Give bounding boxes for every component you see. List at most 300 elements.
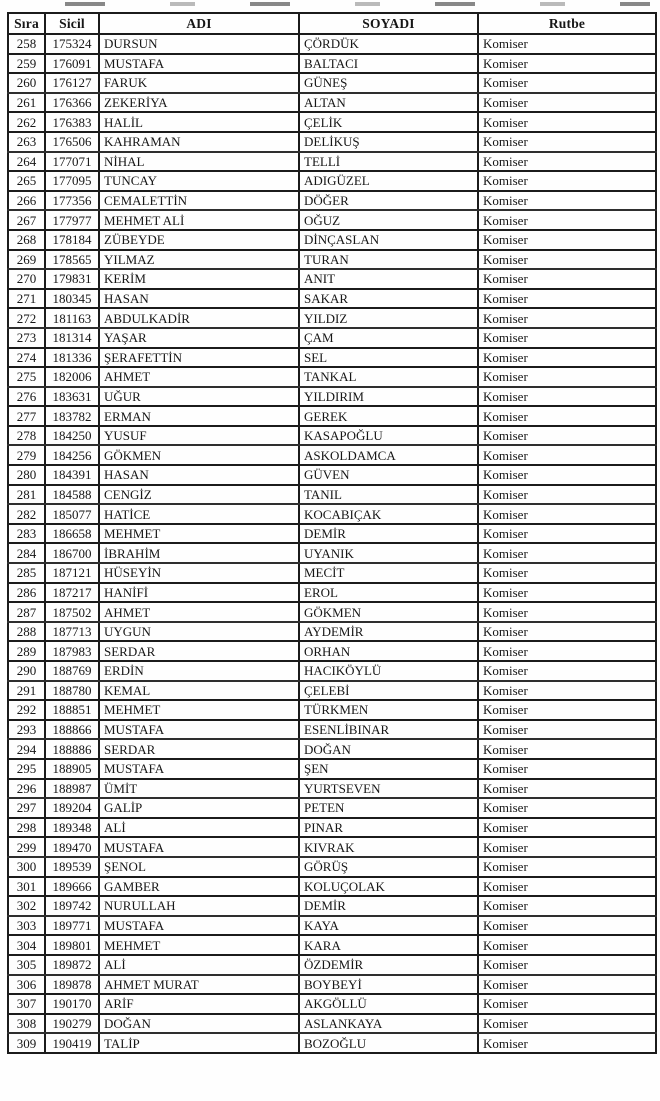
- cell-rutbe: Komiser: [478, 798, 656, 818]
- table-row: [8, 779, 656, 799]
- cell-soyadi: GEREK: [299, 406, 478, 426]
- cell-rutbe: Komiser: [478, 739, 656, 759]
- cell-sira: 295: [8, 759, 45, 779]
- cell-adi: YILMAZ: [99, 250, 299, 270]
- cell-rutbe: Komiser: [478, 367, 656, 387]
- table-row: [8, 583, 656, 603]
- cell-soyadi: SEL: [299, 348, 478, 368]
- table-row: [8, 387, 656, 407]
- column-header-sicil: Sicil: [45, 13, 99, 34]
- cell-adi: ÜMİT: [99, 779, 299, 799]
- cell-soyadi: TURAN: [299, 250, 478, 270]
- cell-rutbe: Komiser: [478, 1014, 656, 1034]
- table-row: [8, 700, 656, 720]
- cell-soyadi: ÇELİK: [299, 112, 478, 132]
- cell-soyadi: ALTAN: [299, 93, 478, 113]
- cell-soyadi: ADIGÜZEL: [299, 171, 478, 191]
- cell-sicil: 189666: [45, 877, 99, 897]
- table-row: [8, 152, 656, 172]
- cell-sicil: 188851: [45, 700, 99, 720]
- cell-sicil: 184588: [45, 485, 99, 505]
- cell-adi: AHMET: [99, 602, 299, 622]
- cell-sira: 269: [8, 250, 45, 270]
- cell-sira: 303: [8, 916, 45, 936]
- cell-adi: HASAN: [99, 465, 299, 485]
- cell-adi: UĞUR: [99, 387, 299, 407]
- cell-sicil: 177356: [45, 191, 99, 211]
- cell-sicil: 187121: [45, 563, 99, 583]
- table-row: [8, 543, 656, 563]
- cell-adi: YUSUF: [99, 426, 299, 446]
- cell-adi: ZÜBEYDE: [99, 230, 299, 250]
- cell-sira: 259: [8, 54, 45, 74]
- cell-sira: 280: [8, 465, 45, 485]
- table-row: [8, 191, 656, 211]
- cell-sicil: 186700: [45, 543, 99, 563]
- cell-sira: 279: [8, 445, 45, 465]
- cell-rutbe: Komiser: [478, 857, 656, 877]
- cell-rutbe: Komiser: [478, 641, 656, 661]
- cell-sira: 275: [8, 367, 45, 387]
- cell-sira: 294: [8, 739, 45, 759]
- cell-sicil: 178565: [45, 250, 99, 270]
- cell-rutbe: Komiser: [478, 896, 656, 916]
- cell-soyadi: ASLANKAYA: [299, 1014, 478, 1034]
- cell-sicil: 176383: [45, 112, 99, 132]
- cell-soyadi: TELLİ: [299, 152, 478, 172]
- cell-soyadi: GÜVEN: [299, 465, 478, 485]
- cell-sicil: 181336: [45, 348, 99, 368]
- cell-rutbe: Komiser: [478, 191, 656, 211]
- column-header-soyadi: SOYADI: [299, 13, 478, 34]
- cell-rutbe: Komiser: [478, 93, 656, 113]
- cell-adi: TALİP: [99, 1033, 299, 1053]
- cell-soyadi: DEMİR: [299, 524, 478, 544]
- cell-adi: GAMBER: [99, 877, 299, 897]
- cell-sicil: 180345: [45, 289, 99, 309]
- cell-rutbe: Komiser: [478, 54, 656, 74]
- cell-sira: 285: [8, 563, 45, 583]
- cell-rutbe: Komiser: [478, 955, 656, 975]
- cell-sicil: 189872: [45, 955, 99, 975]
- cell-adi: UYGUN: [99, 622, 299, 642]
- cell-adi: FARUK: [99, 73, 299, 93]
- cell-sira: 304: [8, 935, 45, 955]
- cell-sicil: 183782: [45, 406, 99, 426]
- cell-soyadi: KOLUÇOLAK: [299, 877, 478, 897]
- cell-sicil: 181163: [45, 308, 99, 328]
- cell-adi: ERDİN: [99, 661, 299, 681]
- table-row: [8, 328, 656, 348]
- cell-sicil: 184250: [45, 426, 99, 446]
- table-row: [8, 818, 656, 838]
- cell-rutbe: Komiser: [478, 250, 656, 270]
- cell-adi: ARİF: [99, 994, 299, 1014]
- cell-sicil: 188769: [45, 661, 99, 681]
- cell-soyadi: TÜRKMEN: [299, 700, 478, 720]
- cell-sira: 297: [8, 798, 45, 818]
- cell-soyadi: SAKAR: [299, 289, 478, 309]
- cell-adi: GALİP: [99, 798, 299, 818]
- cell-sira: 282: [8, 504, 45, 524]
- table-row: [8, 406, 656, 426]
- cell-soyadi: ÇÖRDÜK: [299, 34, 478, 54]
- cell-sicil: 183631: [45, 387, 99, 407]
- cell-adi: CENGİZ: [99, 485, 299, 505]
- table-row: [8, 896, 656, 916]
- cell-sira: 298: [8, 818, 45, 838]
- cell-adi: ALİ: [99, 955, 299, 975]
- cell-sira: 258: [8, 34, 45, 54]
- cell-rutbe: Komiser: [478, 681, 656, 701]
- cell-soyadi: GÖRÜŞ: [299, 857, 478, 877]
- cell-soyadi: ÖZDEMİR: [299, 955, 478, 975]
- cell-adi: DOĞAN: [99, 1014, 299, 1034]
- table-row: [8, 661, 656, 681]
- cell-sicil: 189539: [45, 857, 99, 877]
- cell-soyadi: YILDIZ: [299, 308, 478, 328]
- cell-sicil: 185077: [45, 504, 99, 524]
- cell-soyadi: GÜNEŞ: [299, 73, 478, 93]
- cell-sicil: 188987: [45, 779, 99, 799]
- cell-adi: NİHAL: [99, 152, 299, 172]
- cell-soyadi: KASAPOĞLU: [299, 426, 478, 446]
- cell-sira: 302: [8, 896, 45, 916]
- cell-rutbe: Komiser: [478, 837, 656, 857]
- cell-adi: SERDAR: [99, 641, 299, 661]
- cell-sicil: 189878: [45, 975, 99, 995]
- cell-sira: 296: [8, 779, 45, 799]
- cell-adi: GÖKMEN: [99, 445, 299, 465]
- cell-sira: 306: [8, 975, 45, 995]
- table-row: [8, 504, 656, 524]
- cell-sicil: 190279: [45, 1014, 99, 1034]
- cell-sicil: 177095: [45, 171, 99, 191]
- cell-sira: 307: [8, 994, 45, 1014]
- cell-sira: 308: [8, 1014, 45, 1034]
- cell-soyadi: YURTSEVEN: [299, 779, 478, 799]
- cell-sicil: 187217: [45, 583, 99, 603]
- cell-sira: 284: [8, 543, 45, 563]
- cell-sira: 289: [8, 641, 45, 661]
- cell-adi: YAŞAR: [99, 328, 299, 348]
- cell-sira: 309: [8, 1033, 45, 1053]
- table-row: [8, 210, 656, 230]
- table-row: [8, 465, 656, 485]
- cell-soyadi: YILDIRIM: [299, 387, 478, 407]
- cell-adi: HANİFİ: [99, 583, 299, 603]
- table-row: [8, 230, 656, 250]
- cell-adi: AHMET MURAT: [99, 975, 299, 995]
- cell-rutbe: Komiser: [478, 426, 656, 446]
- cell-soyadi: KAYA: [299, 916, 478, 936]
- cell-adi: ŞERAFETTİN: [99, 348, 299, 368]
- cell-sicil: 189771: [45, 916, 99, 936]
- cell-sicil: 176091: [45, 54, 99, 74]
- column-header-rutbe: Rutbe: [478, 13, 656, 34]
- cell-rutbe: Komiser: [478, 563, 656, 583]
- cell-soyadi: ÇELEBİ: [299, 681, 478, 701]
- cell-sira: 263: [8, 132, 45, 152]
- cell-adi: MUSTAFA: [99, 720, 299, 740]
- cell-adi: ŞENOL: [99, 857, 299, 877]
- cell-adi: MEHMET: [99, 935, 299, 955]
- cell-soyadi: OĞUZ: [299, 210, 478, 230]
- personnel-roster-table: [7, 12, 657, 1054]
- cell-adi: AHMET: [99, 367, 299, 387]
- table-row: [8, 367, 656, 387]
- table-row: [8, 877, 656, 897]
- cell-sicil: 187713: [45, 622, 99, 642]
- cell-rutbe: Komiser: [478, 230, 656, 250]
- cell-soyadi: AYDEMİR: [299, 622, 478, 642]
- scan-artifact: [10, 2, 650, 6]
- cell-sicil: 186658: [45, 524, 99, 544]
- cell-rutbe: Komiser: [478, 602, 656, 622]
- cell-adi: HÜSEYİN: [99, 563, 299, 583]
- cell-adi: HALİL: [99, 112, 299, 132]
- cell-soyadi: DÖĞER: [299, 191, 478, 211]
- cell-adi: CEMALETTİN: [99, 191, 299, 211]
- cell-rutbe: Komiser: [478, 387, 656, 407]
- cell-sicil: 184391: [45, 465, 99, 485]
- cell-soyadi: AKGÖLLÜ: [299, 994, 478, 1014]
- cell-rutbe: Komiser: [478, 975, 656, 995]
- cell-soyadi: KARA: [299, 935, 478, 955]
- cell-rutbe: Komiser: [478, 994, 656, 1014]
- cell-sira: 267: [8, 210, 45, 230]
- cell-sira: 277: [8, 406, 45, 426]
- cell-sira: 287: [8, 602, 45, 622]
- cell-rutbe: Komiser: [478, 543, 656, 563]
- cell-sicil: 184256: [45, 445, 99, 465]
- table-row: [8, 250, 656, 270]
- cell-sira: 261: [8, 93, 45, 113]
- cell-adi: KEMAL: [99, 681, 299, 701]
- cell-adi: İBRAHİM: [99, 543, 299, 563]
- table-row: [8, 73, 656, 93]
- cell-sira: 291: [8, 681, 45, 701]
- cell-sicil: 176366: [45, 93, 99, 113]
- table-row: [8, 348, 656, 368]
- cell-sira: 274: [8, 348, 45, 368]
- cell-adi: SERDAR: [99, 739, 299, 759]
- cell-rutbe: Komiser: [478, 504, 656, 524]
- cell-soyadi: HACIKÖYLÜ: [299, 661, 478, 681]
- table-row: [8, 955, 656, 975]
- cell-sira: 272: [8, 308, 45, 328]
- cell-soyadi: ORHAN: [299, 641, 478, 661]
- table-row: [8, 681, 656, 701]
- cell-rutbe: Komiser: [478, 445, 656, 465]
- cell-rutbe: Komiser: [478, 308, 656, 328]
- cell-rutbe: Komiser: [478, 34, 656, 54]
- cell-sicil: 190419: [45, 1033, 99, 1053]
- column-header-sira: Sıra: [8, 13, 45, 34]
- cell-soyadi: KIVRAK: [299, 837, 478, 857]
- table-row: [8, 289, 656, 309]
- cell-soyadi: UYANIK: [299, 543, 478, 563]
- cell-sira: 265: [8, 171, 45, 191]
- cell-rutbe: Komiser: [478, 759, 656, 779]
- cell-adi: KAHRAMAN: [99, 132, 299, 152]
- cell-adi: ERMAN: [99, 406, 299, 426]
- cell-adi: HATİCE: [99, 504, 299, 524]
- cell-rutbe: Komiser: [478, 465, 656, 485]
- table-row: [8, 524, 656, 544]
- table-row: [8, 837, 656, 857]
- cell-adi: MUSTAFA: [99, 916, 299, 936]
- cell-rutbe: Komiser: [478, 524, 656, 544]
- cell-soyadi: TANKAL: [299, 367, 478, 387]
- cell-rutbe: Komiser: [478, 622, 656, 642]
- cell-soyadi: DELİKUŞ: [299, 132, 478, 152]
- cell-sira: 293: [8, 720, 45, 740]
- cell-soyadi: ANIT: [299, 269, 478, 289]
- cell-sicil: 189204: [45, 798, 99, 818]
- cell-rutbe: Komiser: [478, 132, 656, 152]
- cell-rutbe: Komiser: [478, 406, 656, 426]
- cell-sira: 266: [8, 191, 45, 211]
- cell-rutbe: Komiser: [478, 916, 656, 936]
- cell-sicil: 189348: [45, 818, 99, 838]
- table-row: [8, 426, 656, 446]
- table-header-row: [8, 13, 656, 34]
- cell-adi: ZEKERİYA: [99, 93, 299, 113]
- table-row: [8, 34, 656, 54]
- table-row: [8, 269, 656, 289]
- table-row: [8, 857, 656, 877]
- cell-sicil: 188905: [45, 759, 99, 779]
- cell-rutbe: Komiser: [478, 269, 656, 289]
- cell-rutbe: Komiser: [478, 73, 656, 93]
- cell-adi: ABDULKADİR: [99, 308, 299, 328]
- table-row: [8, 112, 656, 132]
- cell-rutbe: Komiser: [478, 485, 656, 505]
- cell-adi: MEHMET: [99, 524, 299, 544]
- table-row: [8, 994, 656, 1014]
- cell-sira: 273: [8, 328, 45, 348]
- cell-soyadi: DEMİR: [299, 896, 478, 916]
- cell-sicil: 188866: [45, 720, 99, 740]
- cell-rutbe: Komiser: [478, 720, 656, 740]
- cell-sicil: 175324: [45, 34, 99, 54]
- cell-adi: MEHMET: [99, 700, 299, 720]
- cell-soyadi: TANIL: [299, 485, 478, 505]
- table-row: [8, 1014, 656, 1034]
- cell-rutbe: Komiser: [478, 818, 656, 838]
- cell-adi: MUSTAFA: [99, 837, 299, 857]
- cell-sicil: 176127: [45, 73, 99, 93]
- table-row: [8, 132, 656, 152]
- cell-adi: HASAN: [99, 289, 299, 309]
- cell-sira: 270: [8, 269, 45, 289]
- cell-sira: 288: [8, 622, 45, 642]
- cell-adi: MUSTAFA: [99, 759, 299, 779]
- cell-adi: DURSUN: [99, 34, 299, 54]
- cell-rutbe: Komiser: [478, 583, 656, 603]
- cell-adi: MUSTAFA: [99, 54, 299, 74]
- cell-soyadi: DOĞAN: [299, 739, 478, 759]
- cell-sicil: 187502: [45, 602, 99, 622]
- table-row: [8, 602, 656, 622]
- cell-soyadi: BOYBEYİ: [299, 975, 478, 995]
- cell-rutbe: Komiser: [478, 289, 656, 309]
- cell-adi: TUNCAY: [99, 171, 299, 191]
- cell-soyadi: BOZOĞLU: [299, 1033, 478, 1053]
- cell-soyadi: BALTACI: [299, 54, 478, 74]
- cell-sicil: 190170: [45, 994, 99, 1014]
- cell-rutbe: Komiser: [478, 935, 656, 955]
- table-row: [8, 935, 656, 955]
- cell-rutbe: Komiser: [478, 210, 656, 230]
- cell-adi: NURULLAH: [99, 896, 299, 916]
- table-row: [8, 916, 656, 936]
- table-row: [8, 54, 656, 74]
- cell-rutbe: Komiser: [478, 112, 656, 132]
- table-row: [8, 739, 656, 759]
- cell-sira: 260: [8, 73, 45, 93]
- cell-sira: 305: [8, 955, 45, 975]
- cell-sira: 268: [8, 230, 45, 250]
- table-row: [8, 171, 656, 191]
- table-row: [8, 975, 656, 995]
- cell-sicil: 178184: [45, 230, 99, 250]
- table-row: [8, 622, 656, 642]
- cell-sira: 262: [8, 112, 45, 132]
- table-row: [8, 485, 656, 505]
- cell-sicil: 181314: [45, 328, 99, 348]
- cell-sicil: 189801: [45, 935, 99, 955]
- cell-sira: 292: [8, 700, 45, 720]
- cell-soyadi: GÖKMEN: [299, 602, 478, 622]
- cell-sicil: 176506: [45, 132, 99, 152]
- table-row: [8, 1033, 656, 1053]
- cell-rutbe: Komiser: [478, 700, 656, 720]
- cell-sicil: 189470: [45, 837, 99, 857]
- cell-sicil: 189742: [45, 896, 99, 916]
- cell-adi: MEHMET ALİ: [99, 210, 299, 230]
- cell-rutbe: Komiser: [478, 1033, 656, 1053]
- column-header-adi: ADI: [99, 13, 299, 34]
- cell-sira: 264: [8, 152, 45, 172]
- cell-rutbe: Komiser: [478, 171, 656, 191]
- cell-soyadi: KOCABIÇAK: [299, 504, 478, 524]
- cell-rutbe: Komiser: [478, 348, 656, 368]
- cell-sira: 278: [8, 426, 45, 446]
- cell-sira: 286: [8, 583, 45, 603]
- cell-soyadi: ÇAM: [299, 328, 478, 348]
- cell-sira: 276: [8, 387, 45, 407]
- cell-rutbe: Komiser: [478, 877, 656, 897]
- cell-soyadi: MECİT: [299, 563, 478, 583]
- cell-adi: ALİ: [99, 818, 299, 838]
- table-header: [8, 13, 656, 34]
- table-row: [8, 720, 656, 740]
- table-row: [8, 798, 656, 818]
- table-row: [8, 563, 656, 583]
- table-row: [8, 641, 656, 661]
- cell-sicil: 182006: [45, 367, 99, 387]
- cell-soyadi: ASKOLDAMCA: [299, 445, 478, 465]
- cell-sicil: 188886: [45, 739, 99, 759]
- cell-sira: 300: [8, 857, 45, 877]
- cell-sicil: 187983: [45, 641, 99, 661]
- cell-sicil: 177977: [45, 210, 99, 230]
- cell-sicil: 188780: [45, 681, 99, 701]
- cell-rutbe: Komiser: [478, 779, 656, 799]
- cell-adi: KERİM: [99, 269, 299, 289]
